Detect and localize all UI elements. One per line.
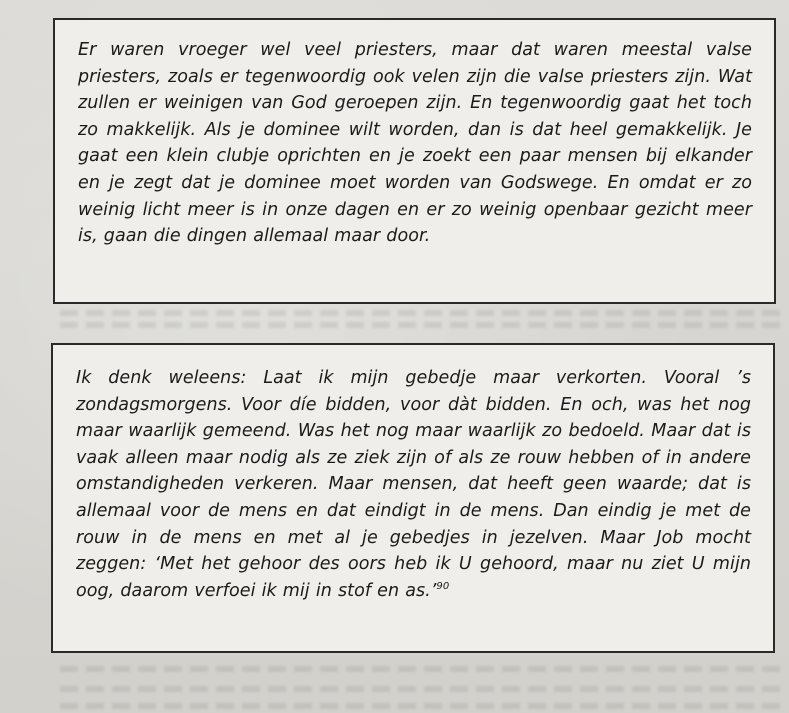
quote-box-1	[53, 18, 776, 304]
bleed-through-text	[60, 666, 780, 672]
bleed-through-text	[60, 322, 780, 328]
quote-text-2-body: Ik denk weleens: Laat ik mijn gebedje maar verkorten. Vooral ’s zondagsmorgens. Voor díe bidden, voor dàt bidden. En och, was het nog maar waarlijk gemeend. Was het nog maar waarlijk zo bedoeld. Maar dat is vaak alleen maar nodig als ze ziek zijn of als ze rouw hebben of in andere omstandigheden verkeren. Maar mensen, dat heeft geen waarde; dat is allemaal voor de mens en dat eindigt in de mens. Dan eindig je met de rouw in de mens en met al je gebedjes in jezelven. Maar Job mocht zeggen: ‘Met het gehoor des oors heb ik U gehoord, maar nu ziet U mijn oog, daarom verfoei ik mij in stof en as.’	[76, 368, 751, 601]
quote-text-2	[76, 365, 751, 604]
footnote-marker: 90	[436, 580, 450, 592]
bleed-through-text	[60, 686, 780, 692]
bleed-through-text	[60, 703, 780, 709]
quote-box-2	[51, 343, 775, 653]
bleed-through-text	[60, 310, 780, 316]
quote-text-1: Er waren vroeger wel veel priesters, maar dat waren meestal valse priesters, zoals er tegenwoordig ook velen zijn die valse priesters zijn. Wat zullen er weinigen van God geroepen zijn. En tegenwoordig gaat het toch zo makkelijk. Als je dominee wilt worden, dan is dat heel gemakkelijk. Je gaat een klein clubje oprichten en je zoekt een paar mensen bij elkander en je zegt dat je dominee moet worden van Godswege. En omdat er zo weinig licht meer is in onze dagen en er zo weinig openbaar gezicht meer is, gaan die dingen allemaal maar door.	[78, 40, 752, 247]
